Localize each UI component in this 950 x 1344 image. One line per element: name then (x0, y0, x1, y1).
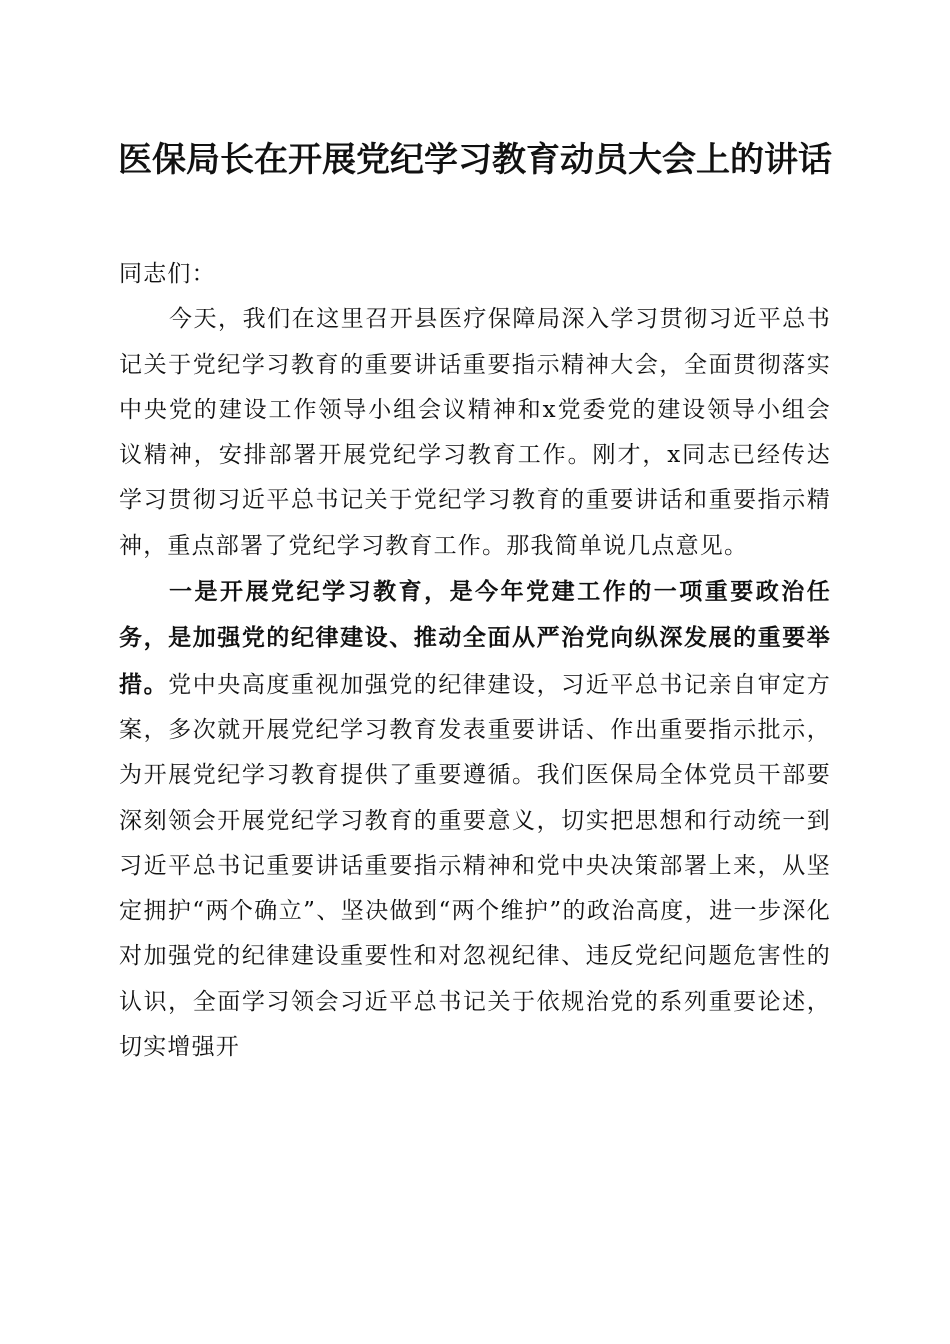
paragraph-text: 今天，我们在这里召开县医疗保障局深入学习贯彻习近平总书记关于党纪学习教育的重要讲话重要指示精神大会，全面贯彻落实中央党的建设工作领导小组会议精神和x党委党的建设领导小组会议精神，安排部署开展党纪学习教育工作。刚才，x同志已经传达学习贯彻习近平总书记关于党纪学习教育的重要讲话和重要指示精神，重点部署了党纪学习教育工作。那我简单说几点意见。 (119, 306, 831, 559)
document-body (119, 252, 831, 1070)
salutation: 同志们： (119, 261, 216, 287)
paragraph-opening (119, 297, 831, 569)
paragraph-text: 党中央高度重视加强党的纪律建设，习近平总书记亲自审定方案，多次就开展党纪学习教育发表重要讲话、作出重要指示批示，为开展党纪学习教育提供了重要遵循。我们医保局全体党员干部要深刻领会开展党纪学习教育的重要意义，切实把思想和行动统一到习近平总书记重要讲话重要指示精神和党中央决策部署上来，从坚定拥护“两个确立”、坚决做到“两个维护”的政治高度，进一步深化对加强党的纪律建设重要性和对忽视纪律、违反党纪问题危害性的认识，全面学习领会习近平总书记关于依规治党的系列重要论述，切实增强开 (119, 671, 832, 1061)
paragraph-point-one (119, 569, 831, 1070)
document-title: 医保局长在开展党纪学习教育动员大会上的讲话 (118, 140, 832, 180)
paragraph-lead-bold: 一是开展党纪学习教育，是今年党建工作的一项重要政治任务，是加强党的纪律建设、推动全面从严治党向纵深发展的重要举措。 (119, 578, 831, 698)
